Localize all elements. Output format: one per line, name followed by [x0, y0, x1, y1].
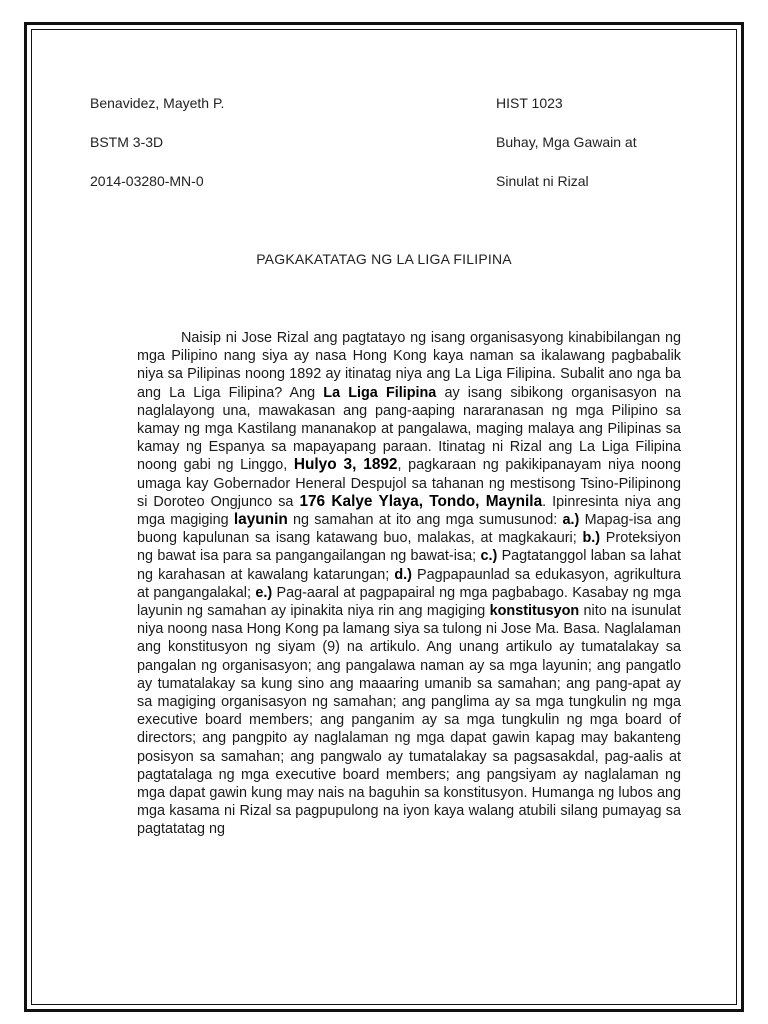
course-title-line-1: Buhay, Mga Gawain at: [496, 134, 637, 150]
text-run: . Ipinresinta niya ang mga magiging: [137, 493, 681, 529]
course-code: HIST 1023: [496, 95, 563, 111]
bold-phrase: e.): [255, 584, 273, 601]
text-run: Pagpapaunlad sa edukasyon, agrikultura at pangangalakal;: [137, 566, 681, 601]
bold-phrase: La Liga Filipina: [323, 384, 437, 401]
bold-phrase: a.): [562, 512, 580, 529]
text-run: Proteksiyon ng bawat isa para sa pangangailangan ng bawat-isa;: [137, 530, 681, 565]
text-run: Pag-aaral at pagpapairal ng mga pagbabago. Kasabay ng mga layunin ng samahan ay ipinakita niya rin ang magiging: [137, 584, 681, 620]
student-section: BSTM 3-3D: [90, 134, 164, 150]
student-name: Benavidez, Mayeth P.: [90, 95, 225, 111]
text-run: , pagkaraan ng pakikipanayam niya noong umaga kay Gobernador Heneral Despujol sa tahanan ng mestisong Tsino-Pilipinong si Doroteo Ongjunco sa: [137, 457, 681, 510]
essay-body-paragraph: [137, 329, 681, 839]
text-run: nito na isunulat niya noong nasa Hong Kong pa lamang siya sa tulong ni Jose Ma. Basa. Naglalaman ang konstitusyon ng siyam (9) na artikulo. Ang unang artikulo ay tumatalakay sa pangalan ng organisasyon; ang pangalawa naman ay sa mga layunin; ang pangatlo ay tumatalakay sa kung sino ang maaaring umanib sa samahan; ang pang-apat ay sa magiging organisasyon ng samahan; ang panglima ay sa mga tungkulin ng mga executive board members; ang panganim ay sa mga tungkulin ng mga board of directors; ang pangpito ay naglalaman ng mga dapat gawin kapag may bakanteng posisyon sa samahan; ang pangwalo ay tumatalakay sa pagsasakdal, pag-aalis at pagtatalaga ng mga executive board members; ang pangsiyam ay naglalaman ng mga dapat gawin kung may nais na baguhin sa konstitusyon. Humanga ng lubos ang mga kasama ni Rizal sa pagpupulong na iyon kaya walang atubili silang pumayag sa pagtatatag ng: [137, 603, 682, 838]
text-run: ng samahan at ito ang mga sumusunod:: [287, 512, 563, 529]
essay-title: PAGKAKATATAG NG LA LIGA FILIPINA: [256, 251, 512, 267]
text-run: Mapag-isa ang buong kapulunan sa isang katawang buo, malakas, at magkakauri;: [137, 512, 682, 547]
bold-phrase: layunin: [233, 511, 288, 529]
text-run: Pagtatanggol laban sa lahat ng karahasan at kawalang katarungan;: [137, 548, 681, 583]
text-run: ay isang sibikong organisasyon na naglalayong una, mawakasan ang pang-aaping nararanasan ng mga Pilipino sa kamay ng mga Kastilang mananakop at pangalawa, maging malaya ang Pilipinas sa kamay ng Espanya sa mapayapang paraan. Itinatag ni Rizal ang La Liga Filipina noong gabi ng Linggo,: [137, 384, 681, 474]
bold-phrase: c.): [480, 548, 498, 565]
bold-phrase: Hulyo 3, 1892: [293, 456, 398, 474]
student-number: 2014-03280-MN-0: [90, 173, 204, 189]
course-title-line-2: Sinulat ni Rizal: [496, 173, 589, 189]
text-run: Naisip ni Jose Rizal ang pagtatayo ng isang organisasyong kinabibilangan ng mga Pilipino nang siya ay nasa Hong Kong kaya naman sa ikalawang pagbabalik niya sa Pilipinas noong 1892 ay itinatag niya ang La Liga Filipina. Subalit ano nga ba ang La Liga Filipina? Ang: [137, 330, 681, 401]
bold-phrase: 176 Kalye Ylaya, Tondo, Maynila: [299, 492, 543, 510]
bold-phrase: d.): [394, 566, 412, 583]
bold-phrase: konstitusyon: [489, 603, 580, 620]
bold-phrase: b.): [582, 530, 601, 547]
